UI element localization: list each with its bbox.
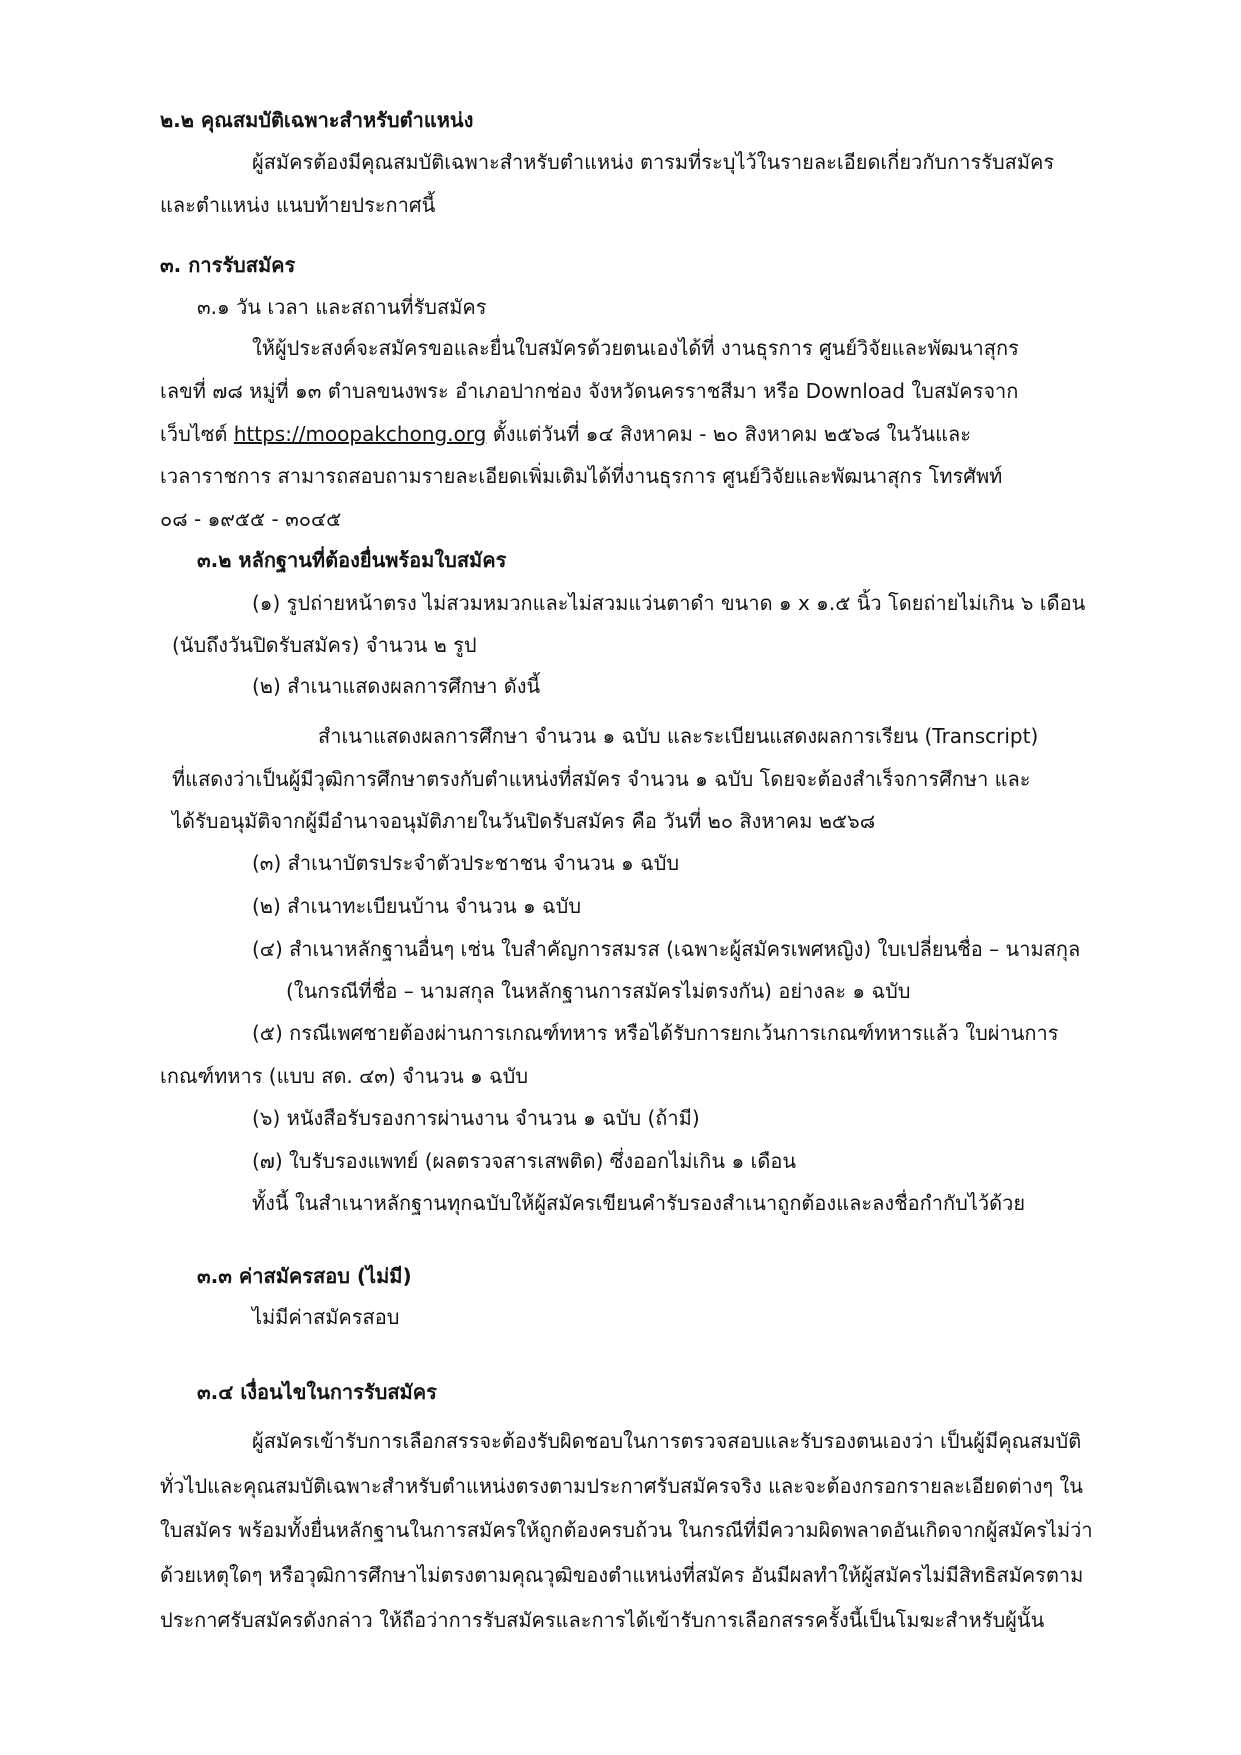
section-3-1-line-2: เลขที่ ๗๘ หมู่ที่ ๑๓ ตำบลขนงพระ อำเภอปากช่อง จังหวัดนครราชสีมา หรือ Download ใบสมัครจาก [160, 379, 1019, 403]
section-3-3-heading: ๓.๓ ค่าสมัครสอบ (ไม่มี) [197, 1264, 412, 1288]
doc-item-5-line-1: (๔) สำเนาหลักฐานอื่นๆ เช่น ใบสำคัญการสมรส (เฉพาะผู้สมัครเพศหญิง) ใบเปลี่ยนชื่อ – นามสกุล [252, 937, 1081, 961]
doc-item-7: (๖) หนังสือรับรองการผ่านงาน จำนวน ๑ ฉบับ (ถ้ามี) [252, 1106, 700, 1130]
website-link[interactable]: https://moopakchong.org [233, 422, 487, 446]
section-3-4-line-5: ประกาศรับสมัครดังกล่าว ให้ถือว่าการรับสมัครและการได้เข้ารับการเลือกสรรครั้งนี้เป็นโมฆะสำหรับผู้นั้น [160, 1608, 1045, 1632]
section-3-4-line-2: ทั่วไปและคุณสมบัติเฉพาะสำหรับตำแหน่งตรงตามประกาศรับสมัครจริง และจะต้องกรอกรายละเอียดต่างๆ ใน [160, 1474, 1083, 1498]
section-3-heading: ๓. การรับสมัคร [160, 253, 296, 277]
doc-item-1-line-2: (นับถึงวันปิดรับสมัคร) จำนวน ๒ รูป [172, 633, 477, 657]
section-3-1-line-1: ให้ผู้ประสงค์จะสมัครขอและยื่นใบสมัครด้วยตนเองได้ที่ งานธุรการ ศูนย์วิจัยและพัฒนาสุกร [252, 336, 1019, 360]
section-2-2-heading: ๒.๒ คุณสมบัติเฉพาะสำหรับตำแหน่ง [160, 108, 474, 132]
section-2-2-paragraph-line-1: ผู้สมัครต้องมีคุณสมบัติเฉพาะสำหรับตำแหน่ง ตารมที่ระบุไว้ในรายละเอียดเกี่ยวกับการรับสมัคร [252, 150, 1055, 174]
application-period: ตั้งแต่วันที่ ๑๔ สิงหาคม - ๒๐ สิงหาคม ๒๕๖๘ ในวันและ [486, 422, 971, 446]
phone-number: ๐๘ - ๑๙๕๕ - ๓๐๔๕ [160, 507, 342, 531]
section-2-2-paragraph-line-2: และตำแหน่ง แนบท้ายประกาศนี้ [160, 193, 436, 217]
section-3-4-line-1: ผู้สมัครเข้ารับการเลือกสรรจะต้องรับผิดชอบในการตรวจสอบและรับรองตนเองว่า เป็นผู้มีคุณสมบัติ [252, 1429, 1082, 1453]
doc-item-2-line-1: (๒) สำเนาแสดงผลการศึกษา ดังนี้ [252, 674, 541, 698]
section-3-4-heading: ๓.๔ เงื่อนไขในการรับสมัคร [197, 1380, 437, 1404]
doc-item-2-line-3: ที่แสดงว่าเป็นผู้มีวุฒิการศึกษาตรงกับตำแหน่งที่สมัคร จำนวน ๑ ฉบับ โดยจะต้องสำเร็จการศึกษา และ [172, 767, 1031, 791]
section-3-1-line-4: เวลาราชการ สามารถสอบถามรายละเอียดเพิ่มเติมได้ที่งานธุรการ ศูนย์วิจัยและพัฒนาสุกร โทรศัพท์ [160, 464, 1003, 488]
doc-item-2-line-4: ได้รับอนุมัติจากผู้มีอำนาจอนุมัติภายในวันปิดรับสมัคร คือ วันที่ ๒๐ สิงหาคม ๒๕๖๘ [172, 809, 876, 833]
section-3-3-text: ไม่มีค่าสมัครสอบ [252, 1305, 400, 1329]
section-3-1-line-3 [160, 419, 971, 449]
section-3-2-heading: ๓.๒ หลักฐานที่ต้องยื่นพร้อมใบสมัคร [197, 548, 507, 572]
website-label: เว็บไซต์ [160, 422, 234, 446]
doc-item-3: (๓) สำเนาบัตรประจำตัวประชาชน จำนวน ๑ ฉบับ [252, 851, 680, 875]
doc-item-4: (๒) สำเนาทะเบียนบ้าน จำนวน ๑ ฉบับ [252, 894, 582, 918]
certification-note: ทั้งนี้ ในสำเนาหลักฐานทุกฉบับให้ผู้สมัครเขียนคำรับรองสำเนาถูกต้องและลงชื่อกำกับไว้ด้วย [252, 1191, 1026, 1215]
doc-item-1-line-1: (๑) รูปถ่ายหน้าตรง ไม่สวมหมวกและไม่สวมแว่นตาดำ ขนาด ๑ x ๑.๕ นิ้ว โดยถ่ายไม่เกิน ๖ เดือน [252, 591, 1086, 615]
section-3-1-heading: ๓.๑ วัน เวลา และสถานที่รับสมัคร [197, 295, 487, 319]
doc-item-6-line-1: (๕) กรณีเพศชายต้องผ่านการเกณฑ์ทหาร หรือได้รับการยกเว้นการเกณฑ์ทหารแล้ว ใบผ่านการ [252, 1021, 1059, 1045]
doc-item-2-line-2: สำเนาแสดงผลการศึกษา จำนวน ๑ ฉบับ และระเบียนแสดงผลการเรียน (Transcript) [318, 724, 1039, 748]
section-3-4-line-3: ใบสมัคร พร้อมทั้งยื่นหลักฐานในการสมัครให้ถูกต้องครบถ้วน ในกรณีที่มีความผิดพลาดอันเกิดจากผู้สมัครไม่ว่า [160, 1518, 1093, 1542]
doc-item-5-line-2: (ในกรณีที่ชื่อ – นามสกุล ในหลักฐานการสมัครไม่ตรงกัน) อย่างละ ๑ ฉบับ [286, 979, 911, 1003]
section-3-4-line-4: ด้วยเหตุใดๆ หรือวุฒิการศึกษาไม่ตรงตามคุณวุฒิของตำแหน่งที่สมัคร อันมีผลทำให้ผู้สมัครไม่มีสิทธิสมัครตาม [160, 1563, 1084, 1587]
doc-item-6-line-2: เกณฑ์ทหาร (แบบ สด. ๔๓) จำนวน ๑ ฉบับ [160, 1064, 529, 1088]
doc-item-8: (๗) ใบรับรองแพทย์ (ผลตรวจสารเสพติด) ซึ่งออกไม่เกิน ๑ เดือน [252, 1149, 797, 1173]
